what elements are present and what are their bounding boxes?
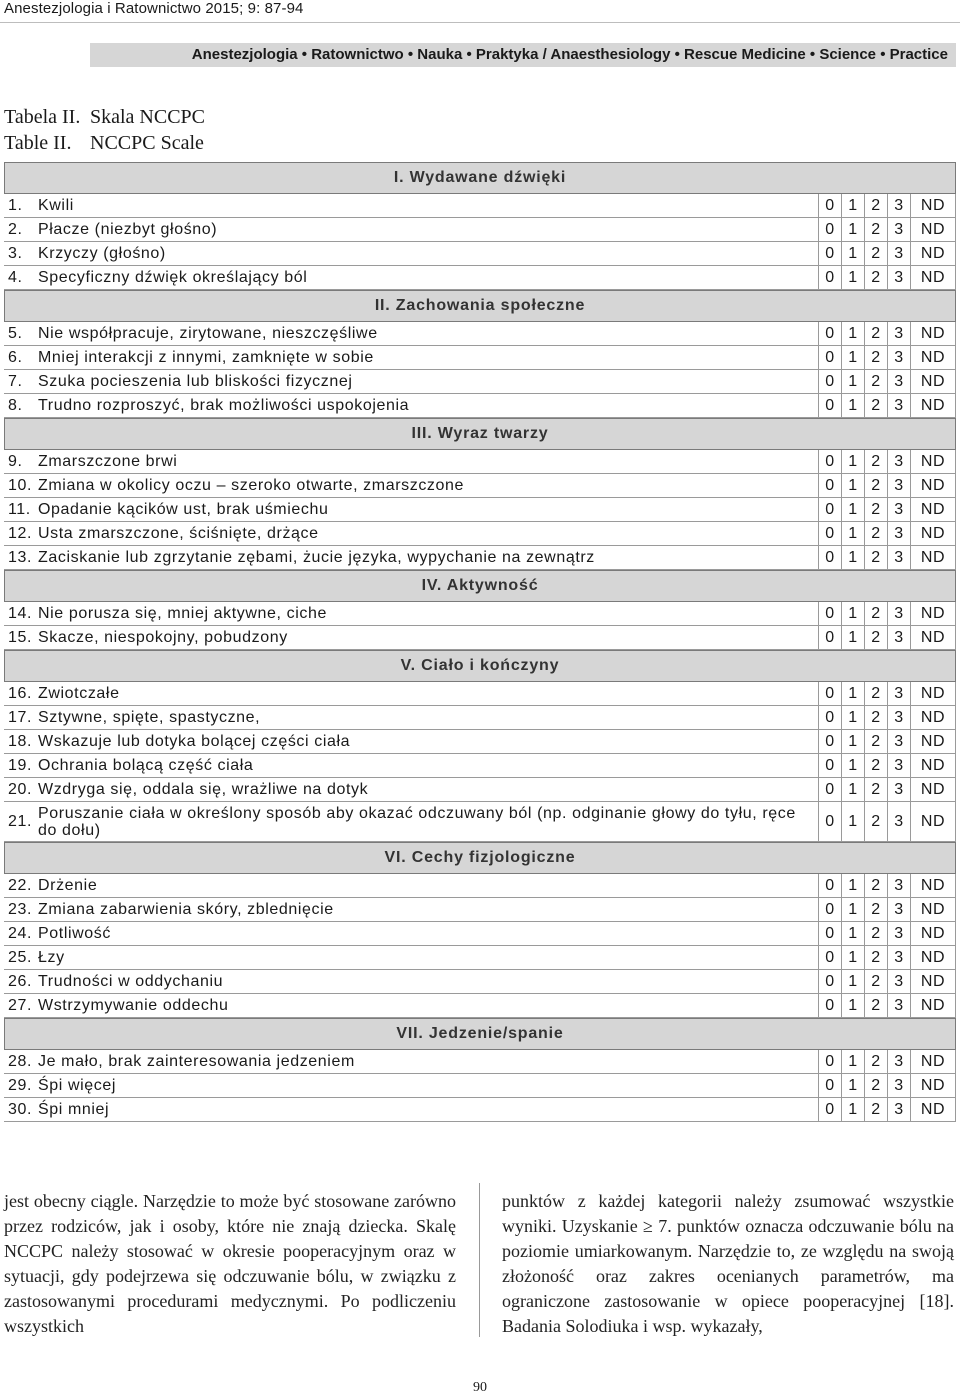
score-option: 3 xyxy=(887,450,910,473)
score-option: 3 xyxy=(887,706,910,729)
item-description: Kwili xyxy=(38,197,74,214)
score-options xyxy=(818,946,956,969)
score-option: ND xyxy=(910,346,956,369)
score-options xyxy=(818,626,956,649)
score-option: ND xyxy=(910,946,956,969)
item-description: Mniej interakcji z innymi, zamknięte w sobie xyxy=(38,349,374,366)
score-option: 1 xyxy=(841,394,864,417)
score-option: 1 xyxy=(841,922,864,945)
score-option: 3 xyxy=(887,498,910,521)
table-row xyxy=(4,626,956,650)
table-row xyxy=(4,682,956,706)
header-divider xyxy=(0,22,960,23)
score-options xyxy=(818,266,956,289)
section-header: V. Ciało i kończyny xyxy=(4,650,956,682)
score-option: 1 xyxy=(841,1074,864,1097)
table-row xyxy=(4,970,956,994)
caption-label: Tabela II. xyxy=(4,106,81,128)
caption-label: Table II. xyxy=(4,132,72,154)
score-option: ND xyxy=(910,898,956,921)
item-description: Poruszanie ciała w określony sposób aby okazać odczuwany ból (np. odginanie głowy do tyłu, ręce do dołu) xyxy=(38,804,796,839)
score-option: 1 xyxy=(841,778,864,801)
score-option: 3 xyxy=(887,218,910,241)
item-number: 15. xyxy=(8,628,33,646)
score-option: 1 xyxy=(841,546,864,569)
table-captions xyxy=(4,104,205,156)
item-description: Usta zmarszczone, ściśnięte, drżące xyxy=(38,525,319,542)
score-option: 1 xyxy=(841,450,864,473)
table-row xyxy=(4,266,956,290)
item-number: 1. xyxy=(8,196,23,214)
score-option: 1 xyxy=(841,754,864,777)
table-row xyxy=(4,706,956,730)
score-option: 2 xyxy=(864,474,887,497)
score-option: 2 xyxy=(864,346,887,369)
score-option: 2 xyxy=(864,450,887,473)
caption-english xyxy=(4,130,205,156)
item-number: 6. xyxy=(8,348,23,366)
body-text-right-column: punktów z każdej kategorii należy zsumować wszystkie wyniki. Uzyskanie ≥ 7. punktów oznacza odczuwanie bólu na poziomie umiarkowanym. Narzędzie to, ze względu na swoją złożoność oraz zakres ocenianych parametrów, ma ograniczone zastosowanie w opiece pooperacyjnej [18]. Badania Solodiuka i wsp. wykazały, xyxy=(502,1191,954,1336)
score-option: 2 xyxy=(864,602,887,625)
table-row xyxy=(4,1050,956,1074)
item-number: 22. xyxy=(8,876,33,894)
score-option: 0 xyxy=(818,266,841,289)
score-option: 2 xyxy=(864,994,887,1017)
score-option: 1 xyxy=(841,474,864,497)
score-option: 2 xyxy=(864,778,887,801)
score-options xyxy=(818,346,956,369)
section-header: III. Wyraz twarzy xyxy=(4,418,956,450)
table-row xyxy=(4,522,956,546)
score-option: 2 xyxy=(864,922,887,945)
score-option: 2 xyxy=(864,754,887,777)
table-row xyxy=(4,922,956,946)
score-option: ND xyxy=(910,874,956,897)
score-option: 3 xyxy=(887,946,910,969)
score-options xyxy=(818,994,956,1017)
item-number: 19. xyxy=(8,756,33,774)
journal-banner: Anestezjologia • Ratownictwo • Nauka • Praktyka / Anaesthesiology • Rescue Medicine • Science • Practice xyxy=(90,43,956,67)
score-option: 1 xyxy=(841,370,864,393)
score-option: 0 xyxy=(818,778,841,801)
score-option: 2 xyxy=(864,522,887,545)
score-option: 2 xyxy=(864,970,887,993)
score-option: 0 xyxy=(818,682,841,705)
item-number: 13. xyxy=(8,548,33,566)
score-option: 2 xyxy=(864,626,887,649)
score-options xyxy=(818,546,956,569)
score-option: ND xyxy=(910,242,956,265)
score-option: 1 xyxy=(841,218,864,241)
item-number: 4. xyxy=(8,268,23,286)
score-option: ND xyxy=(910,546,956,569)
item-description: Potliwość xyxy=(38,925,111,942)
score-option: ND xyxy=(910,394,956,417)
score-option: 3 xyxy=(887,522,910,545)
score-option: 0 xyxy=(818,994,841,1017)
score-option: 0 xyxy=(818,546,841,569)
score-option: 1 xyxy=(841,730,864,753)
table-row xyxy=(4,946,956,970)
table-row xyxy=(4,802,956,842)
score-option: 2 xyxy=(864,194,887,217)
score-option: ND xyxy=(910,754,956,777)
item-number: 2. xyxy=(8,220,23,238)
score-options xyxy=(818,322,956,345)
score-option: 0 xyxy=(818,970,841,993)
score-option: 1 xyxy=(841,242,864,265)
score-option: 1 xyxy=(841,802,864,841)
item-description: Śpi więcej xyxy=(38,1077,117,1094)
score-option: 3 xyxy=(887,546,910,569)
table-row xyxy=(4,994,956,1018)
score-option: 1 xyxy=(841,346,864,369)
item-number: 7. xyxy=(8,372,23,390)
score-options xyxy=(818,242,956,265)
score-option: ND xyxy=(910,706,956,729)
score-option: 3 xyxy=(887,682,910,705)
score-option: 1 xyxy=(841,682,864,705)
section-header: II. Zachowania społeczne xyxy=(4,290,956,322)
item-number: 20. xyxy=(8,780,33,798)
score-option: 1 xyxy=(841,970,864,993)
score-option: 3 xyxy=(887,874,910,897)
score-option: 0 xyxy=(818,242,841,265)
score-option: ND xyxy=(910,522,956,545)
item-description: Je mało, brak zainteresowania jedzeniem xyxy=(38,1053,355,1070)
score-options xyxy=(818,682,956,705)
score-option: 1 xyxy=(841,194,864,217)
score-option: ND xyxy=(910,994,956,1017)
score-option: 2 xyxy=(864,682,887,705)
score-option: 3 xyxy=(887,242,910,265)
score-option: 0 xyxy=(818,1098,841,1121)
score-option: 0 xyxy=(818,898,841,921)
item-description: Drżenie xyxy=(38,877,98,894)
item-description: Nie porusza się, mniej aktywne, ciche xyxy=(38,605,327,622)
score-option: 1 xyxy=(841,994,864,1017)
item-number: 25. xyxy=(8,948,33,966)
score-option: 3 xyxy=(887,602,910,625)
score-option: 0 xyxy=(818,602,841,625)
item-number: 27. xyxy=(8,996,33,1014)
item-number: 11. xyxy=(8,500,31,518)
score-option: 2 xyxy=(864,802,887,841)
score-option: 2 xyxy=(864,218,887,241)
score-options xyxy=(818,602,956,625)
score-option: 0 xyxy=(818,474,841,497)
table-row xyxy=(4,874,956,898)
score-option: ND xyxy=(910,778,956,801)
item-number: 26. xyxy=(8,972,33,990)
score-options xyxy=(818,778,956,801)
score-options xyxy=(818,754,956,777)
score-option: 0 xyxy=(818,946,841,969)
item-number: 21. xyxy=(8,812,33,830)
score-option: 2 xyxy=(864,266,887,289)
score-option: 1 xyxy=(841,522,864,545)
journal-reference: Anestezjologia i Ratownictwo 2015; 9: 87-94 xyxy=(4,0,304,17)
score-option: 3 xyxy=(887,1098,910,1121)
score-options xyxy=(818,802,956,841)
table-row xyxy=(4,394,956,418)
score-option: 0 xyxy=(818,498,841,521)
score-option: 0 xyxy=(818,706,841,729)
item-description: Zaciskanie lub zgrzytanie zębami, żucie języka, wypychanie na zewnątrz xyxy=(38,549,595,566)
score-option: 2 xyxy=(864,898,887,921)
item-number: 5. xyxy=(8,324,23,342)
item-description: Wstrzymywanie oddechu xyxy=(38,997,229,1014)
item-description: Wzdryga się, oddala się, wrażliwe na dotyk xyxy=(38,781,369,798)
score-option: ND xyxy=(910,730,956,753)
table-row xyxy=(4,1098,956,1122)
score-option: 0 xyxy=(818,522,841,545)
score-option: 2 xyxy=(864,498,887,521)
item-description: Zmiana zabarwienia skóry, zblednięcie xyxy=(38,901,334,918)
score-option: 0 xyxy=(818,802,841,841)
score-option: ND xyxy=(910,266,956,289)
score-option: 3 xyxy=(887,994,910,1017)
score-option: 1 xyxy=(841,1098,864,1121)
item-description: Zwiotczałe xyxy=(38,685,120,702)
item-number: 12. xyxy=(8,524,33,542)
score-options xyxy=(818,194,956,217)
score-option: 3 xyxy=(887,370,910,393)
item-description: Opadanie kącików ust, brak uśmiechu xyxy=(38,501,329,518)
score-option: 2 xyxy=(864,730,887,753)
caption-title: NCCPC Scale xyxy=(90,132,204,154)
item-number: 3. xyxy=(8,244,23,262)
item-number: 10. xyxy=(8,476,33,494)
score-options xyxy=(818,394,956,417)
item-number: 28. xyxy=(8,1052,33,1070)
score-option: ND xyxy=(910,602,956,625)
score-option: 3 xyxy=(887,1074,910,1097)
score-options xyxy=(818,474,956,497)
table-row xyxy=(4,450,956,474)
item-number: 14. xyxy=(8,604,33,622)
score-options xyxy=(818,370,956,393)
table-row xyxy=(4,346,956,370)
score-option: ND xyxy=(910,450,956,473)
item-number: 24. xyxy=(8,924,33,942)
score-option: 3 xyxy=(887,730,910,753)
score-options xyxy=(818,898,956,921)
score-option: 3 xyxy=(887,1050,910,1073)
score-option: 2 xyxy=(864,370,887,393)
score-option: 0 xyxy=(818,754,841,777)
score-option: 0 xyxy=(818,626,841,649)
score-option: ND xyxy=(910,474,956,497)
score-options xyxy=(818,874,956,897)
score-option: 3 xyxy=(887,194,910,217)
score-option: 0 xyxy=(818,450,841,473)
score-options xyxy=(818,970,956,993)
score-option: 3 xyxy=(887,970,910,993)
score-options xyxy=(818,498,956,521)
item-description: Skacze, niespokojny, pobudzony xyxy=(38,629,288,646)
table-row xyxy=(4,498,956,522)
score-option: 1 xyxy=(841,946,864,969)
item-number: 9. xyxy=(8,452,23,470)
score-option: 0 xyxy=(818,218,841,241)
item-description: Szuka pocieszenia lub bliskości fizycznej xyxy=(38,373,353,390)
score-option: ND xyxy=(910,370,956,393)
score-option: 3 xyxy=(887,394,910,417)
score-option: ND xyxy=(910,802,956,841)
score-option: ND xyxy=(910,498,956,521)
score-option: 3 xyxy=(887,346,910,369)
score-option: 3 xyxy=(887,474,910,497)
caption-title: Skala NCCPC xyxy=(90,106,206,128)
score-option: 2 xyxy=(864,1074,887,1097)
score-option: 3 xyxy=(887,922,910,945)
score-option: 3 xyxy=(887,778,910,801)
item-number: 29. xyxy=(8,1076,33,1094)
score-option: 3 xyxy=(887,898,910,921)
item-description: Zmiana w okolicy oczu – szeroko otwarte, zmarszczone xyxy=(38,477,465,494)
score-options xyxy=(818,706,956,729)
score-option: 1 xyxy=(841,706,864,729)
score-option: 2 xyxy=(864,242,887,265)
item-description: Ochrania bolącą część ciała xyxy=(38,757,254,774)
score-option: 1 xyxy=(841,498,864,521)
score-option: 3 xyxy=(887,266,910,289)
column-divider xyxy=(479,1183,480,1337)
score-option: 0 xyxy=(818,1074,841,1097)
item-number: 18. xyxy=(8,732,33,750)
item-description: Trudno rozproszyć, brak możliwości uspokojenia xyxy=(38,397,410,414)
score-option: ND xyxy=(910,1098,956,1121)
table-row xyxy=(4,474,956,498)
nccpc-scale-table xyxy=(4,162,956,1122)
score-option: 1 xyxy=(841,322,864,345)
score-option: 0 xyxy=(818,194,841,217)
score-option: 2 xyxy=(864,946,887,969)
item-number: 17. xyxy=(8,708,33,726)
table-row xyxy=(4,898,956,922)
score-option: 2 xyxy=(864,1098,887,1121)
item-description: Płacze (niezbyt głośno) xyxy=(38,221,218,238)
score-option: 0 xyxy=(818,730,841,753)
score-option: 3 xyxy=(887,802,910,841)
table-row xyxy=(4,754,956,778)
item-description: Śpi mniej xyxy=(38,1101,110,1118)
score-option: 1 xyxy=(841,1050,864,1073)
score-options xyxy=(818,1098,956,1121)
score-option: 3 xyxy=(887,754,910,777)
item-description: Krzyczy (głośno) xyxy=(38,245,166,262)
item-description: Specyficzny dźwięk określający ból xyxy=(38,269,308,286)
body-text-left-column: jest obecny ciągle. Narzędzie to może być stosowane zarówno przez rodziców, jak i osoby, które nie znają dziecka. Skalę NCCPC należy stosować w okresie pooperacyjnym oraz w sytuacji, gdy podejrzewa się odczuwanie bólu, w związku z zastosowanymi procedurami medycznymi. Po podliczeniu wszystkich xyxy=(4,1191,456,1336)
score-option: ND xyxy=(910,218,956,241)
score-option: 2 xyxy=(864,546,887,569)
score-option: 2 xyxy=(864,706,887,729)
score-option: 0 xyxy=(818,346,841,369)
section-header: IV. Aktywność xyxy=(4,570,956,602)
item-number: 23. xyxy=(8,900,33,918)
score-options xyxy=(818,218,956,241)
score-option: 0 xyxy=(818,394,841,417)
item-description: Wskazuje lub dotyka bolącej części ciała xyxy=(38,733,351,750)
score-option: 3 xyxy=(887,626,910,649)
caption-polish xyxy=(4,104,205,130)
table-row xyxy=(4,730,956,754)
table-row xyxy=(4,546,956,570)
section-header: VI. Cechy fizjologiczne xyxy=(4,842,956,874)
score-option: 1 xyxy=(841,266,864,289)
score-option: 2 xyxy=(864,1050,887,1073)
score-option: 2 xyxy=(864,874,887,897)
score-option: ND xyxy=(910,626,956,649)
score-option: ND xyxy=(910,970,956,993)
item-description: Łzy xyxy=(38,949,65,966)
score-option: 2 xyxy=(864,322,887,345)
score-option: 2 xyxy=(864,394,887,417)
score-option: ND xyxy=(910,1074,956,1097)
score-option: 1 xyxy=(841,626,864,649)
score-option: 1 xyxy=(841,874,864,897)
score-option: ND xyxy=(910,322,956,345)
score-option: ND xyxy=(910,682,956,705)
table-row xyxy=(4,370,956,394)
item-description: Zmarszczone brwi xyxy=(38,453,178,470)
table-row xyxy=(4,602,956,626)
table-row xyxy=(4,218,956,242)
score-option: ND xyxy=(910,922,956,945)
score-option: 1 xyxy=(841,898,864,921)
score-option: 0 xyxy=(818,874,841,897)
section-header: VII. Jedzenie/spanie xyxy=(4,1018,956,1050)
section-header: I. Wydawane dźwięki xyxy=(4,162,956,194)
score-options xyxy=(818,1050,956,1073)
item-description: Nie współpracuje, zirytowane, nieszczęśliwe xyxy=(38,325,378,342)
item-number: 8. xyxy=(8,396,23,414)
score-option: 0 xyxy=(818,922,841,945)
score-options xyxy=(818,922,956,945)
item-description: Sztywne, spięte, spastyczne, xyxy=(38,709,261,726)
score-option: ND xyxy=(910,1050,956,1073)
table-row xyxy=(4,194,956,218)
table-row xyxy=(4,778,956,802)
score-options xyxy=(818,1074,956,1097)
item-number: 30. xyxy=(8,1100,33,1118)
table-row xyxy=(4,242,956,266)
score-option: 3 xyxy=(887,322,910,345)
table-row xyxy=(4,322,956,346)
item-description: Trudności w oddychaniu xyxy=(38,973,224,990)
score-options xyxy=(818,522,956,545)
table-row xyxy=(4,1074,956,1098)
score-option: ND xyxy=(910,194,956,217)
score-option: 0 xyxy=(818,322,841,345)
item-number: 16. xyxy=(8,684,33,702)
score-option: 1 xyxy=(841,602,864,625)
score-option: 0 xyxy=(818,370,841,393)
score-option: 0 xyxy=(818,1050,841,1073)
score-options xyxy=(818,450,956,473)
score-options xyxy=(818,730,956,753)
page-number: 90 xyxy=(473,1380,487,1395)
